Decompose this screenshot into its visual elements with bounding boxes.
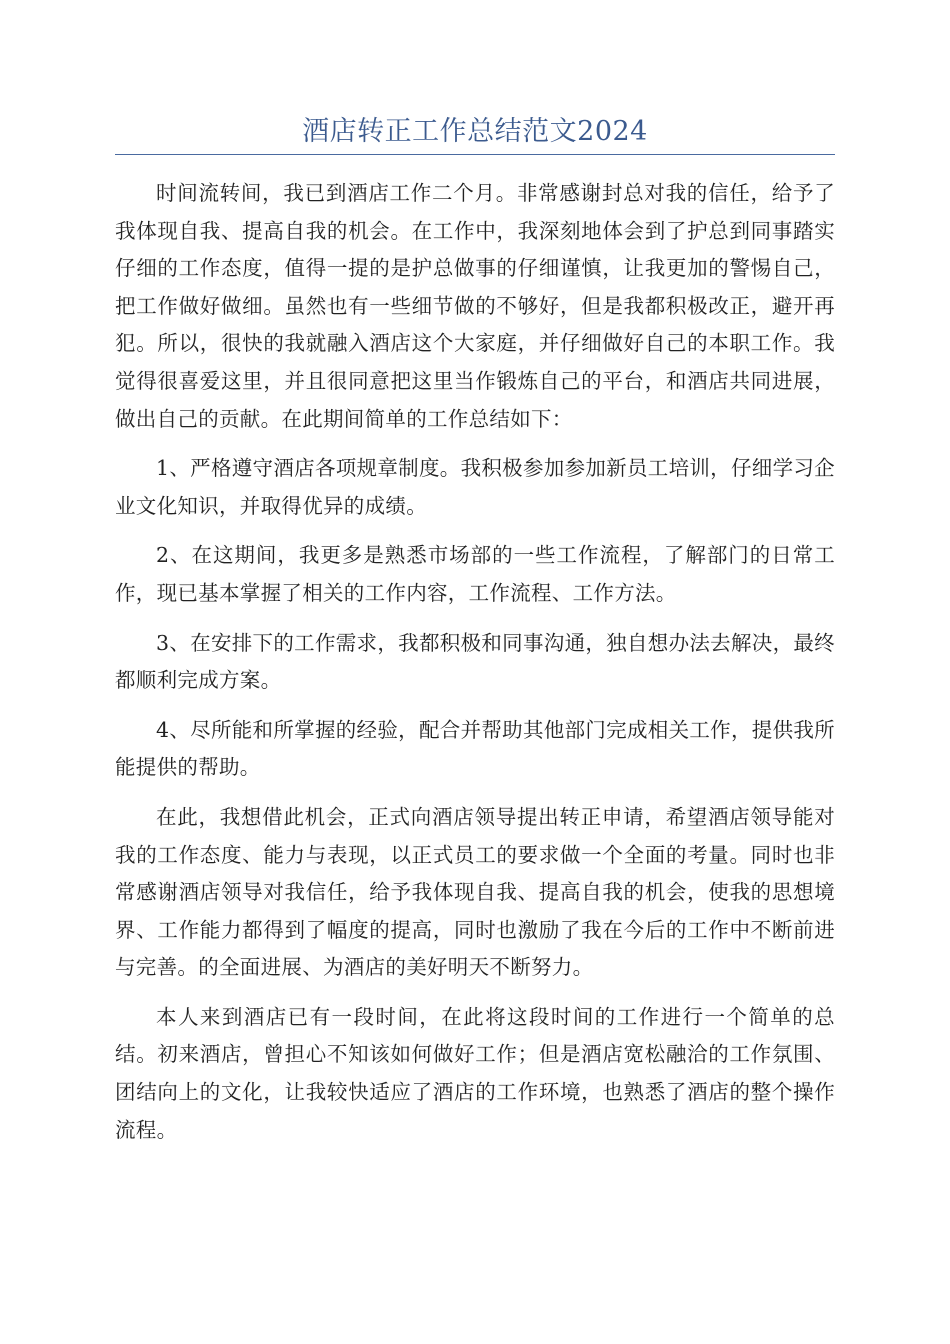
paragraph-application: 在此，我想借此机会，正式向酒店领导提出转正申请，希望酒店领导能对我的工作态度、能力与表现，以正式员工的要求做一个全面的考量。同时也非常感谢酒店领导对我信任，给予我体现自我、提高自我的机会，使我的思想境界、工作能力都得到了幅度的提高，同时也激励了我在今后的工作中不断前进与完善。的全面进展、为酒店的美好明天不断努力。 (115, 804, 835, 980)
paragraph-item-3: 3、在安排下的工作需求，我都积极和同事沟通，独自想办法去解决，最终都顺利完成方案。 (115, 630, 835, 693)
paragraph-item-1: 1、严格遵守酒店各项规章制度。我积极参加参加新员工培训，仔细学习企业文化知识，并取得优异的成绩。 (115, 456, 835, 518)
paragraph-intro: 时间流转间，我已到酒店工作二个月。非常感谢封总对我的信任，给予了我体现自我、提高自我的机会。在工作中，我深刻地体会到了护总到同事踏实仔细的工作态度，值得一提的是护总做事的仔细谨慎，让我更加的警惕自己，把工作做好做细。虽然也有一些细节做的不够好，但是我都积极改正，避开再犯。所以，很快的我就融入酒店这个大家庭，并仔细做好自己的本职工作。我觉得很喜爱这里，并且很同意把这里当作锻炼自己的平台，和酒店共同进展，做出自己的贡献。在此期间简单的工作总结如下： (115, 181, 835, 431)
paragraph-item-4: 4、尽所能和所掌握的经验，配合并帮助其他部门完成相关工作，提供我所能提供的帮助。 (115, 717, 835, 780)
title-underline (115, 154, 835, 155)
document-title: 酒店转正工作总结范文2024 (302, 116, 648, 147)
document-page (115, 112, 835, 1161)
paragraph-item-2: 2、在这期间，我更多是熟悉市场部的一些工作流程，了解部门的日常工作，现已基本掌握了相关的工作内容，工作流程、工作方法。 (115, 543, 835, 605)
paragraph-summary: 本人来到酒店已有一段时间，在此将这段时间的工作进行一个简单的总结。初来酒店，曾担心不知该如何做好工作；但是酒店宽松融洽的工作氛围、团结向上的文化，让我较快适应了酒店的工作环境，也熟悉了酒店的整个操作流程。 (115, 1004, 835, 1142)
